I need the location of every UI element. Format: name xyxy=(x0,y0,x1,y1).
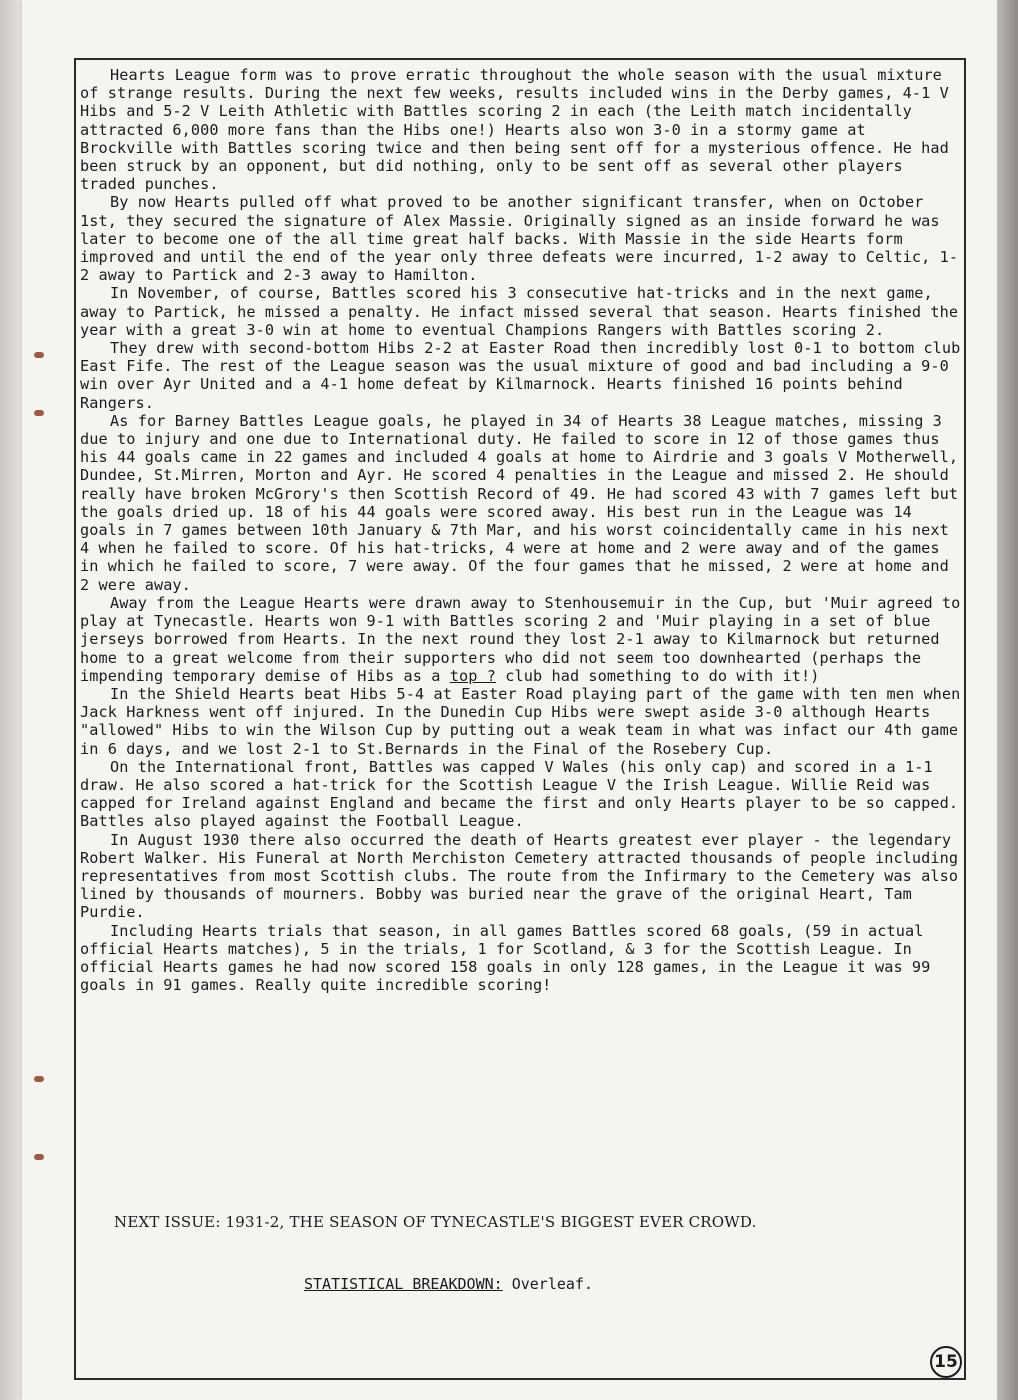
underlined-top-club: top ? xyxy=(449,666,496,685)
statistical-breakdown-tail: Overleaf. xyxy=(511,1275,593,1293)
cup-text-tail: club had something to do with it!) xyxy=(505,666,820,685)
page-number-circle: 15 xyxy=(930,1346,962,1378)
binding-edge xyxy=(0,0,22,1400)
paragraph-league-form: Hearts League form was to prove erratic throughout the whole season with the usual mixture of strange results. During the next few weeks, results included wins in the Derby games, 4-1 V Hibs and 5-2 V Leith Athletic with Battles scoring 2 in each (the Leith match incidentally attracted 6,000 more fans than the Hibs one!) Hearts also won 3-0 in a stormy game at Brockville with Battles scoring twice and then being sent off for a mysterious offence. He had been struck by an opponent, but did nothing, only to be sent off as several other players traded punches. xyxy=(80,66,949,194)
statistical-breakdown-label: STATISTICAL BREAKDOWN: xyxy=(304,1275,503,1293)
paragraph-season-totals: Including Hearts trials that season, in all games Battles scored 68 goals, (59 in actual official Hearts matches), 5 in the trials, 1 for Scotland, & 3 for the Scottish League. In official Hearts games he had now scored 158 goals in only 128 games, in the League it was 99 goals in 91 games. Really quite incredible scoring! xyxy=(80,921,931,995)
binding-staple xyxy=(34,1154,44,1160)
cup-text: Away from the League Hearts were drawn away to Stenhousemuir in the Cup, but 'Muir agreed to play at Tynecastle. Hearts won 9-1 with Battles scoring 2 and 'Muir playing in a set of blue jerseys borrowed from Hearts. In the next round they lost 2-1 away to Kilmarnock but returned home to a great welcome from their supporters who did not seem too downhearted (perhaps the impending temporary demise of Hibs as a xyxy=(80,593,961,685)
binding-staple xyxy=(34,410,44,416)
paragraph-robert-walker: In August 1930 there also occurred the death of Hearts greatest ever player - the legendary Robert Walker. His Funeral at North Merchiston Cemetery attracted thousands of people including representatives from most Scottish clubs. The route from the Infirmary to the Cemetery was also lined by thousands of mourners. Bobby was buried near the grave of the original Heart, Tam Purdie. xyxy=(80,830,959,922)
statistical-breakdown-note xyxy=(304,1275,804,1293)
paragraph-massie-transfer: By now Hearts pulled off what proved to be another significant transfer, when on October 1st, they secured the signature of Alex Massie. Originally signed as an inside forward he was later to become one of the all time great half backs. With Massie in the side Hearts form improved and until the end of the year only three defeats were incurred, 1-2 away to Celtic, 1-2 away to Partick and 2-3 away to Hamilton. xyxy=(80,193,959,285)
binding-staple xyxy=(34,1076,44,1082)
paragraph-battles-goals: As for Barney Battles League goals, he played in 34 of Hearts 38 League matches, missing 3 due to injury and one due to International duty. He failed to score in 12 of those games thus his 44 goals came in 22 games and included 4 goals at home to Airdrie and 3 goals V Motherwell, Dundee, St.Mirren, Morton and Ayr. He scored 4 penalties in the League and missed 2. He should really have broken McGrory's then Scottish Record of 49. He had scored 43 with 7 games left but the goals dried up. 18 of his 44 goals were scored away. His best run in the League was 14 goals in 7 games between 10th January & 7th Mar, and his worst coincidentally came in his next 4 when he failed to score. Of his hat-tricks, 4 were at home and 2 were away and of the games in which he failed to score, 7 were away. Of the four games that he missed, 2 were at home and 2 were away. xyxy=(80,411,959,594)
paragraph-shield: In the Shield Hearts beat Hibs 5-4 at Easter Road playing part of the game with ten men when Jack Harkness went off injured. In the Dunedin Cup Hibs were swept aside 3-0 although Hearts "allowed" Hibs to win the Wilson Cup by putting out a weak team in what was infact our 4th game in 6 days, and we lost 2-1 to St.Bernards in the Final of the Rosebery Cup. xyxy=(80,684,961,758)
binding-staple xyxy=(34,352,44,358)
paragraph-hibs-draw: They drew with second-bottom Hibs 2-2 at Easter Road then incredibly lost 0-1 to bottom club East Fife. The rest of the League season was the usual mixture of good and bad including a 9-0 win over Ayr United and a 4-1 home defeat by Kilmarnock. Hearts finished 16 points behind Rangers. xyxy=(80,339,961,412)
paragraph-november: In November, of course, Battles scored his 3 consecutive hat-tricks and in the next game, away to Partick, he missed a penalty. He infact missed several that season. Hearts finished the year with a great 3-0 win at home to eventual Champions Rangers with Battles scoring 2. xyxy=(80,284,959,339)
article-body xyxy=(80,66,964,994)
paragraph-international: On the International front, Battles was capped V Wales (his only cap) and scored in a 1-1 draw. He also scored a hat-trick for the Scottish League V the Irish League. Willie Reid was capped for Ireland against England and became the first and only Hearts player to be so capped. Battles also played against the Football League. xyxy=(80,757,959,831)
next-issue-note: NEXT ISSUE: 1931-2, THE SEASON OF TYNECASTLE'S BIGGEST EVER CROWD. xyxy=(114,1213,757,1231)
page-edge-shadow xyxy=(997,0,1018,1400)
paragraph-cup xyxy=(80,594,964,685)
